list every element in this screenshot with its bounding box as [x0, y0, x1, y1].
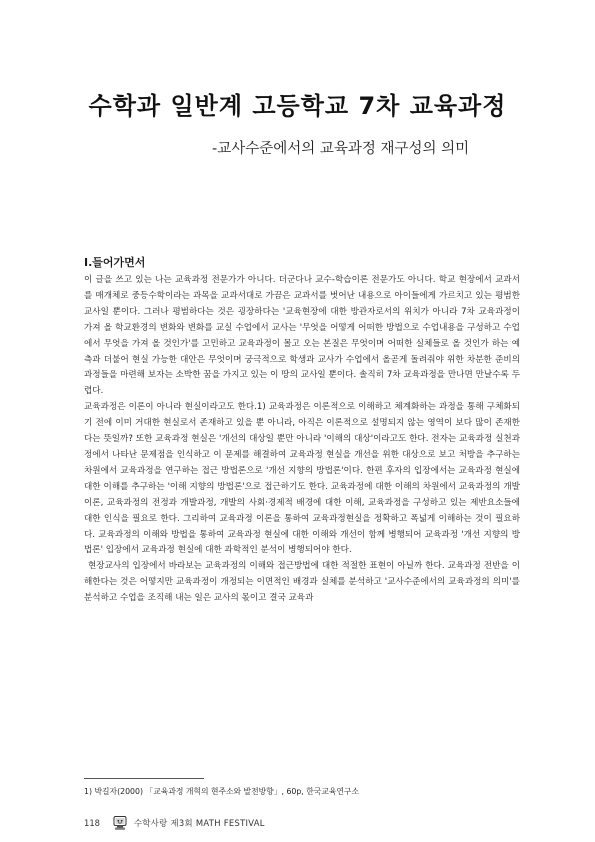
page-title: 수학과 일반계 고등학교 7차 교육과정 [88, 92, 507, 120]
paragraph: 이 글을 쓰고 있는 나는 교육과정 전문가가 아니다. 더군다나 교수-학습이론 전문가도 아니다. 학교 현장에서 교과서를 매개체로 중등수학이라는 과목을 교과서대로 가끔은 교과서를 벗어난 내용으로 아이들에게 가르치고 있는 평범한 교사일 뿐이다. 그러나 평범하다는 것은 굉장하다는 '교육현장에 대한 방관자로서의 위치가 아니라 7차 교육과정이 가져 올 학교환경의 변화와 변화를 교실 수업에서 교사는 '무엇을 어떻게 어떠한 방법으로 수업내용을 구성하고 수업에서 무엇을 가져 올 것인가'를 고민하고 교육과정이 몰고 오는 본질은 무엇이며 어떠한 실체들로 올 것인가 하는 예측과 더불어 현실 가능한 대안은 무엇이며 궁극적으로 학생과 교사가 수업에서 올곧게 돌려줘야 위한 차분한 준비의 과정들을 마련해 보자는 소박한 꿈을 가지고 있는 이 땅의 교사일 뿐이다. 솔직히 7차 교육과정을 만나면 만날수록 두렵다. [84, 275, 520, 397]
page-number: 118 [84, 818, 100, 828]
footnote-divider [84, 778, 204, 779]
footnote: 1) 박길자(2000) 「교육과정 개혁의 현주소와 발전방향」, 60p, 한국교육연구소 [84, 787, 359, 796]
paragraph: 현장교사의 입장에서 바라보는 교육과정의 이해와 접근방법에 대한 적절한 표현이 아닐까 한다. 교육과정 전반을 이해한다는 것은 어떻지만 교육과정이 개정되는 이면적인 배경과 실체를 분석하고 '교사수준에서의 교육과정의 의미'를 분석하고 수업을 조직해 내는 일은 교사의 몫이고 결국 교육과 [84, 561, 520, 604]
subtitle-text: -교사수준에서의 교육과정 재구성의 의미 [212, 141, 470, 157]
paragraph: 교육과정은 이론이 아니라 현실이라고도 한다.1) 교육과정은 이론적으로 이해하고 체계화하는 과정을 통해 구체화되기 전에 이미 거대한 현실로서 존재하고 있을 뿐 아니라, 아직은 이론적으로 설명되지 않는 영역이 보다 많이 존재한다는 뜻일까? 또한 교육과정 현실은 '개선의 대상일 뿐만 아니라 '이해의 대상'이라고도 한다. 전자는 교육과정 실천과정에서 나타난 문제점을 인식하고 이 문제를 해결하여 교육과정 현실을 개선을 위한 대상으로 보고 처방을 추구하는 차원에서 교육과정을 연구하는 접근 방법론으로 '개선 지향의 방법론'이다. 한편 후자의 입장에서는 교육과정 현실에 대한 이해를 추구하는 '이해 지향의 방법론'으로 접근하기도 한다. 교육과정에 대한 이해의 차원에서 교육과정의 개발이론, 교육과정의 전정과 개발과정, 개발의 사회·경제적 배경에 대한 이해, 교육과정을 구성하고 있는 제반요소들에 대한 인식을 필요로 한다. 그리하여 교육과정 이론을 통하여 교육과정현실을 정확하고 폭넓게 이해하는 것이 필요하다. 교육과정의 이해와 방법을 통하여 교육과정 현실에 대한 이해와 개선이 함께 병행되어 교육과정 '개선 지향의 방법론' 입장에서 교육과정 현실에 대한 과학적인 분석이 병행되어야 한다. [84, 402, 520, 556]
section-heading: Ⅰ.들어가면서 [84, 256, 146, 269]
computer-character-icon [112, 815, 128, 831]
page-footer [84, 813, 504, 833]
footer-text: 수학사랑 제3회 MATH FESTIVAL [134, 818, 265, 828]
body-text [84, 273, 520, 607]
